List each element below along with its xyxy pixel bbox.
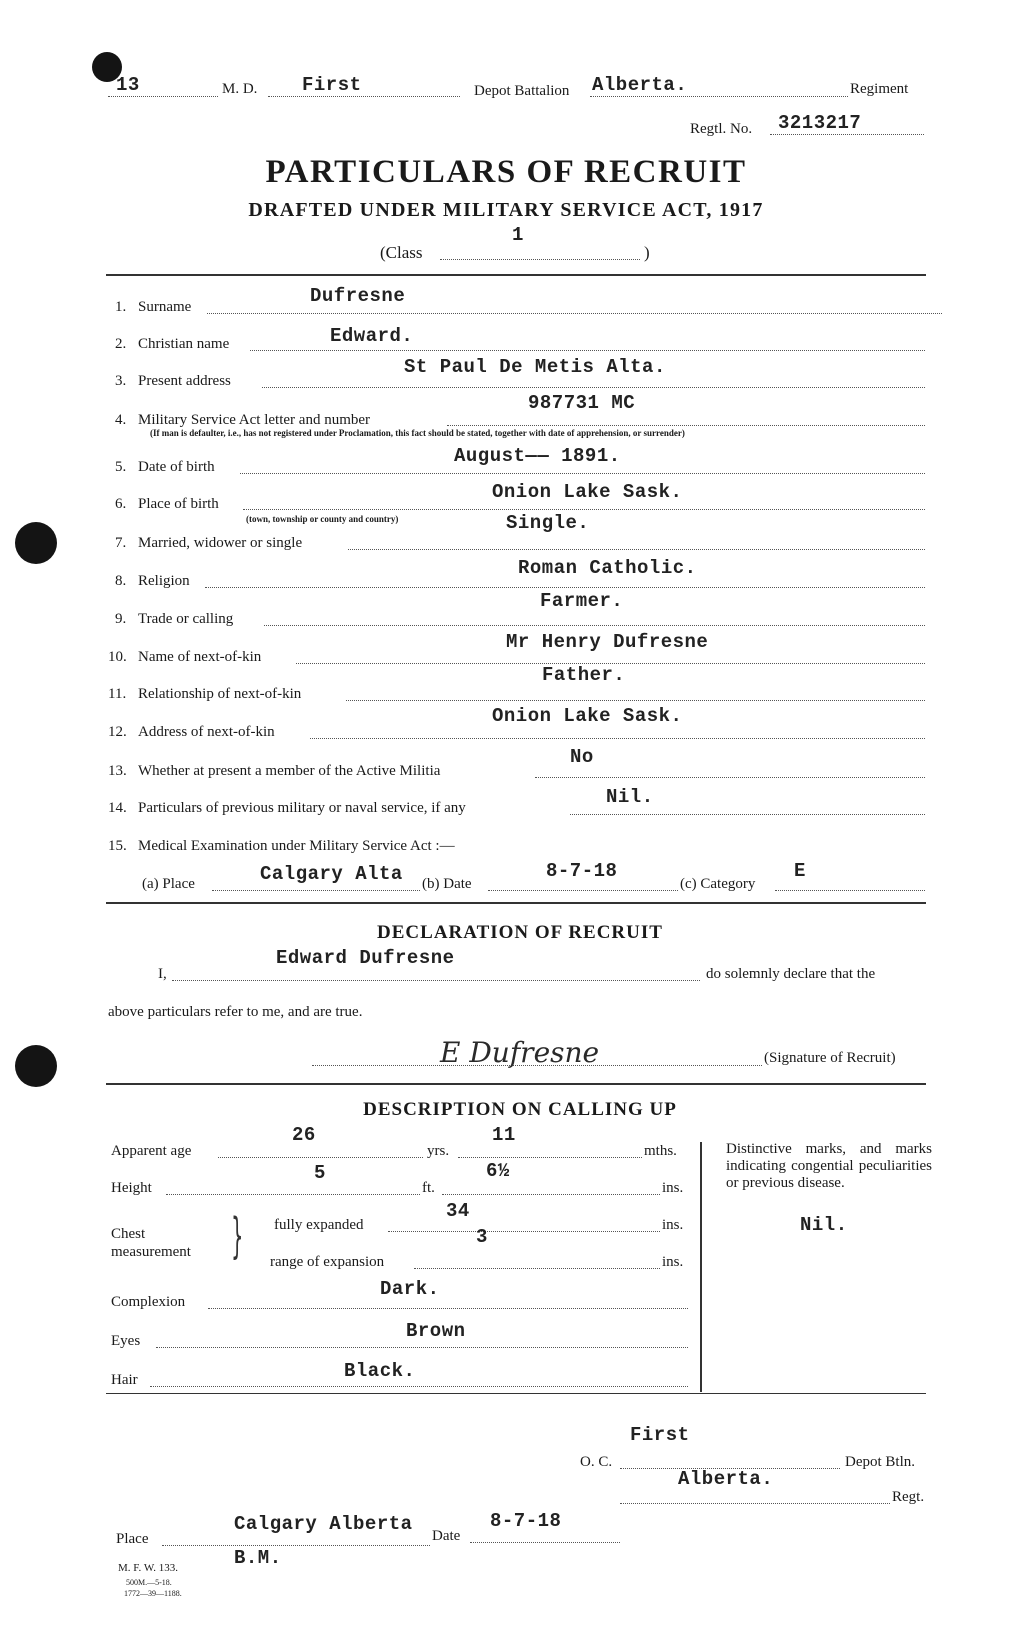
- field-14-num: 14.: [108, 800, 127, 816]
- regtl-no-label: Regtl. No.: [690, 121, 753, 137]
- field-7-num: 7.: [115, 535, 127, 551]
- field-8-value: Roman Catholic.: [518, 557, 697, 579]
- field-2-value: Edward.: [330, 325, 414, 347]
- field-12-value: Onion Lake Sask.: [492, 705, 683, 727]
- range-ins-label: ins.: [662, 1254, 684, 1270]
- field-6-value: Onion Lake Sask.: [492, 481, 683, 503]
- field-11-value: Father.: [542, 664, 626, 686]
- declaration-name: Edward Dufresne: [276, 947, 455, 969]
- regiment-label: Regiment: [850, 81, 909, 97]
- footer-depot-label: Depot Btln.: [845, 1454, 915, 1470]
- field-15-label: Medical Examination under Military Service Act :—: [138, 838, 455, 854]
- field-4-label: Military Service Act letter and number: [138, 412, 371, 428]
- field-1-value: Dufresne: [310, 285, 406, 307]
- field-1-label: Surname: [138, 299, 192, 315]
- fully-expanded-ins-label: ins.: [662, 1217, 684, 1233]
- field-4-num: 4.: [115, 412, 127, 428]
- fully-expanded-label: fully expanded: [274, 1217, 364, 1233]
- field-10-num: 10.: [108, 649, 127, 665]
- medical-category-label: (c) Category: [680, 876, 756, 892]
- age-months-value: 11: [492, 1124, 516, 1146]
- distinctive-label: Distinctive marks, and marks indicating congential peculiarities or previous disease.: [726, 1141, 932, 1191]
- field-4-note: (If man is defaulter, i.e., has not registered under Proclamation, this fact should be stated, together with date of apprehension, or surrender): [150, 428, 685, 438]
- medical-place-label: (a) Place: [142, 876, 195, 892]
- signature: E Dufresne: [440, 1036, 600, 1069]
- oc-label: O. C.: [580, 1454, 613, 1470]
- eyes-label: Eyes: [111, 1333, 141, 1349]
- field-2-num: 2.: [115, 336, 127, 352]
- description-rule: [106, 1393, 926, 1394]
- page-subtitle: DRAFTED UNDER MILITARY SERVICE ACT, 1917: [248, 199, 764, 221]
- field-14-value: Nil.: [606, 786, 654, 808]
- footer-initials: B.M.: [234, 1547, 282, 1569]
- medical-category-value: E: [794, 860, 806, 882]
- ft-label: ft.: [422, 1180, 435, 1196]
- complexion-value: Dark.: [380, 1278, 440, 1300]
- depot-battalion-label: Depot Battalion: [474, 83, 570, 99]
- field-15-num: 15.: [108, 838, 127, 854]
- medical-rule: [106, 902, 926, 904]
- height-label: Height: [111, 1180, 152, 1196]
- footer-date-label: Date: [432, 1528, 461, 1544]
- footer-regt-value: Alberta.: [678, 1468, 774, 1490]
- punch-hole-lower: [15, 1045, 57, 1087]
- distinctive-value: Nil.: [800, 1214, 848, 1236]
- description-divider: [700, 1142, 702, 1392]
- medical-place-value: Calgary Alta: [260, 863, 403, 885]
- declaration-prefix: I,: [158, 966, 167, 982]
- chest-label-2: measurement: [111, 1244, 191, 1260]
- field-6-label: Place of birth: [138, 496, 219, 512]
- eyes-value: Brown: [406, 1320, 466, 1342]
- field-3-value: St Paul De Metis Alta.: [404, 356, 666, 378]
- field-12-num: 12.: [108, 724, 127, 740]
- field-9-value: Farmer.: [540, 590, 624, 612]
- field-8-num: 8.: [115, 573, 127, 589]
- field-14-label: Particulars of previous military or naval service, if any: [138, 800, 466, 816]
- description-heading: DESCRIPTION ON CALLING UP: [363, 1099, 677, 1120]
- md-label: M. D.: [222, 81, 258, 97]
- field-9-label: Trade or calling: [138, 611, 234, 627]
- footer-place-value: Calgary Alberta: [234, 1513, 413, 1535]
- class-value: 1: [512, 224, 524, 246]
- field-6-num: 6.: [115, 496, 127, 512]
- page-title: PARTICULARS OF RECRUIT: [265, 154, 747, 190]
- field-6-note: (town, township or county and country): [246, 514, 399, 524]
- field-7-value: Single.: [506, 512, 590, 534]
- class-label: (Class: [380, 243, 423, 262]
- field-10-value: Mr Henry Dufresne: [506, 631, 709, 653]
- field-1-num: 1.: [115, 299, 127, 315]
- field-11-num: 11.: [108, 686, 127, 702]
- height-ft-value: 5: [314, 1162, 326, 1184]
- footer-depot-value: First: [630, 1424, 690, 1446]
- field-5-value: August—— 1891.: [454, 445, 621, 467]
- field-13-label: Whether at present a member of the Active Militia: [138, 763, 441, 779]
- field-11-label: Relationship of next-of-kin: [138, 686, 302, 702]
- form-code: M. F. W. 133.: [118, 1562, 178, 1574]
- field-4-value: 987731 MC: [528, 392, 636, 414]
- yrs-label: yrs.: [427, 1143, 450, 1159]
- age-years-value: 26: [292, 1124, 316, 1146]
- regtl-no-value: 3213217: [778, 112, 862, 134]
- field-13-value: No: [570, 746, 594, 768]
- field-7-label: Married, widower or single: [138, 535, 303, 551]
- punch-hole-middle: [15, 522, 57, 564]
- mths-label: mths.: [644, 1143, 677, 1159]
- range-value: 3: [476, 1226, 488, 1248]
- form-code-2: 500M.—5-18.: [126, 1578, 172, 1587]
- height-ins-label: ins.: [662, 1180, 684, 1196]
- field-9-num: 9.: [115, 611, 127, 627]
- apparent-age-label: Apparent age: [111, 1143, 192, 1159]
- declaration-line2: above particulars refer to me, and are true.: [108, 1004, 363, 1020]
- signature-label: (Signature of Recruit): [764, 1050, 896, 1066]
- medical-date-value: 8-7-18: [546, 860, 618, 882]
- depot-battalion-value: First: [302, 74, 362, 96]
- field-13-num: 13.: [108, 763, 127, 779]
- field-8-label: Religion: [138, 573, 190, 589]
- complexion-label: Complexion: [111, 1294, 186, 1310]
- declaration-rule: [106, 1083, 926, 1085]
- field-5-num: 5.: [115, 459, 127, 475]
- field-5-label: Date of birth: [138, 459, 215, 475]
- footer-regt-label: Regt.: [892, 1489, 925, 1505]
- footer-place-label: Place: [116, 1531, 149, 1547]
- md-number: 13: [116, 74, 140, 96]
- chest-brace: }: [231, 1208, 244, 1264]
- field-3-label: Present address: [138, 373, 231, 389]
- declaration-suffix: do solemnly declare that the: [706, 966, 876, 982]
- height-ins-value: 6½: [486, 1160, 510, 1182]
- top-rule: [106, 274, 926, 276]
- class-close: ): [644, 243, 650, 262]
- footer-date-value: 8-7-18: [490, 1510, 562, 1532]
- field-12-label: Address of next-of-kin: [138, 724, 275, 740]
- medical-date-label: (b) Date: [422, 876, 472, 892]
- form-code-3: 1772—39—1188.: [124, 1589, 182, 1598]
- field-3-num: 3.: [115, 373, 127, 389]
- declaration-heading: DECLARATION OF RECRUIT: [377, 922, 663, 943]
- fully-expanded-value: 34: [446, 1200, 470, 1222]
- chest-label-1: Chest: [111, 1226, 146, 1242]
- field-10-label: Name of next-of-kin: [138, 649, 262, 665]
- field-2-label: Christian name: [138, 336, 230, 352]
- hair-label: Hair: [111, 1372, 138, 1388]
- range-label: range of expansion: [270, 1254, 385, 1270]
- hair-value: Black.: [344, 1360, 416, 1382]
- regiment-value: Alberta.: [592, 74, 688, 96]
